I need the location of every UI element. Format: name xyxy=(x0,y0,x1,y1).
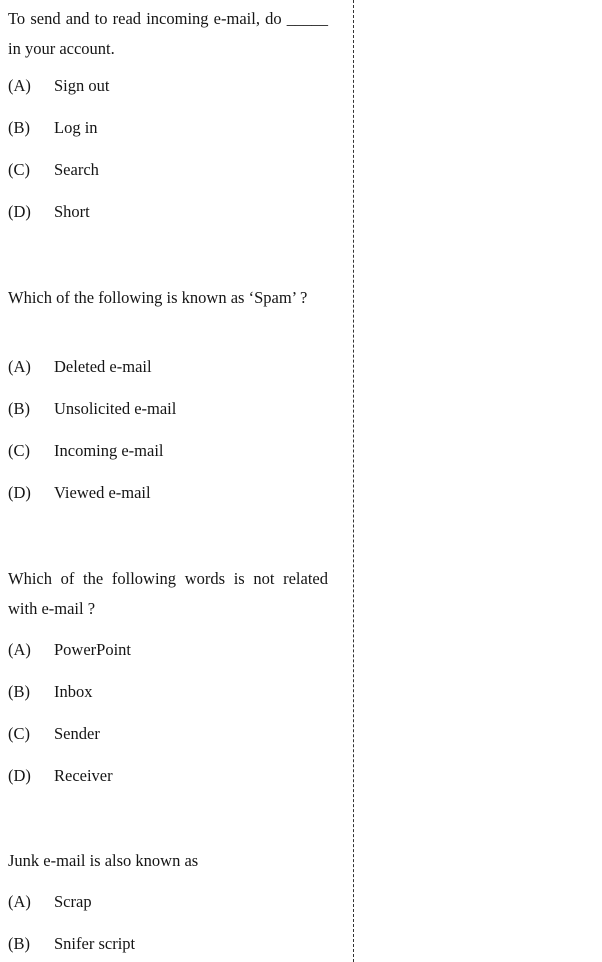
option-a: (A) Sign out xyxy=(8,76,110,95)
question-stem: Junk e-mail is also known as xyxy=(8,851,199,870)
option-a: (A) PowerPoint xyxy=(8,640,132,659)
option-c: (C) Sender xyxy=(8,724,100,743)
column-divider xyxy=(353,0,354,962)
option-d: (D) Short xyxy=(8,202,90,221)
option-d: (D) Viewed e-mail xyxy=(8,483,151,502)
english-question-3 xyxy=(8,564,328,785)
english-question-1 xyxy=(8,4,328,221)
option-a: (A) Scrap xyxy=(8,892,92,911)
option-b: (B) Inbox xyxy=(8,682,93,701)
option-c: (C) Incoming e-mail xyxy=(8,441,164,460)
option-d: (D) Receiver xyxy=(8,766,113,785)
question-stem: To send and to read incoming e-mail, do _____ in your account. xyxy=(8,9,328,58)
option-a: (A) Deleted e-mail xyxy=(8,357,152,376)
english-question-2 xyxy=(8,283,328,502)
question-stem: Which of the following is known as ‘Spam’ ? xyxy=(8,288,308,307)
option-b: (B) Snifer script xyxy=(8,934,136,953)
english-question-4 xyxy=(8,846,328,953)
option-c: (C) Search xyxy=(8,160,99,179)
question-stem: Which of the following words is not related with e-mail ? xyxy=(8,569,328,618)
option-b: (B) Unsolicited e-mail xyxy=(8,399,177,418)
option-b: (B) Log in xyxy=(8,118,98,137)
